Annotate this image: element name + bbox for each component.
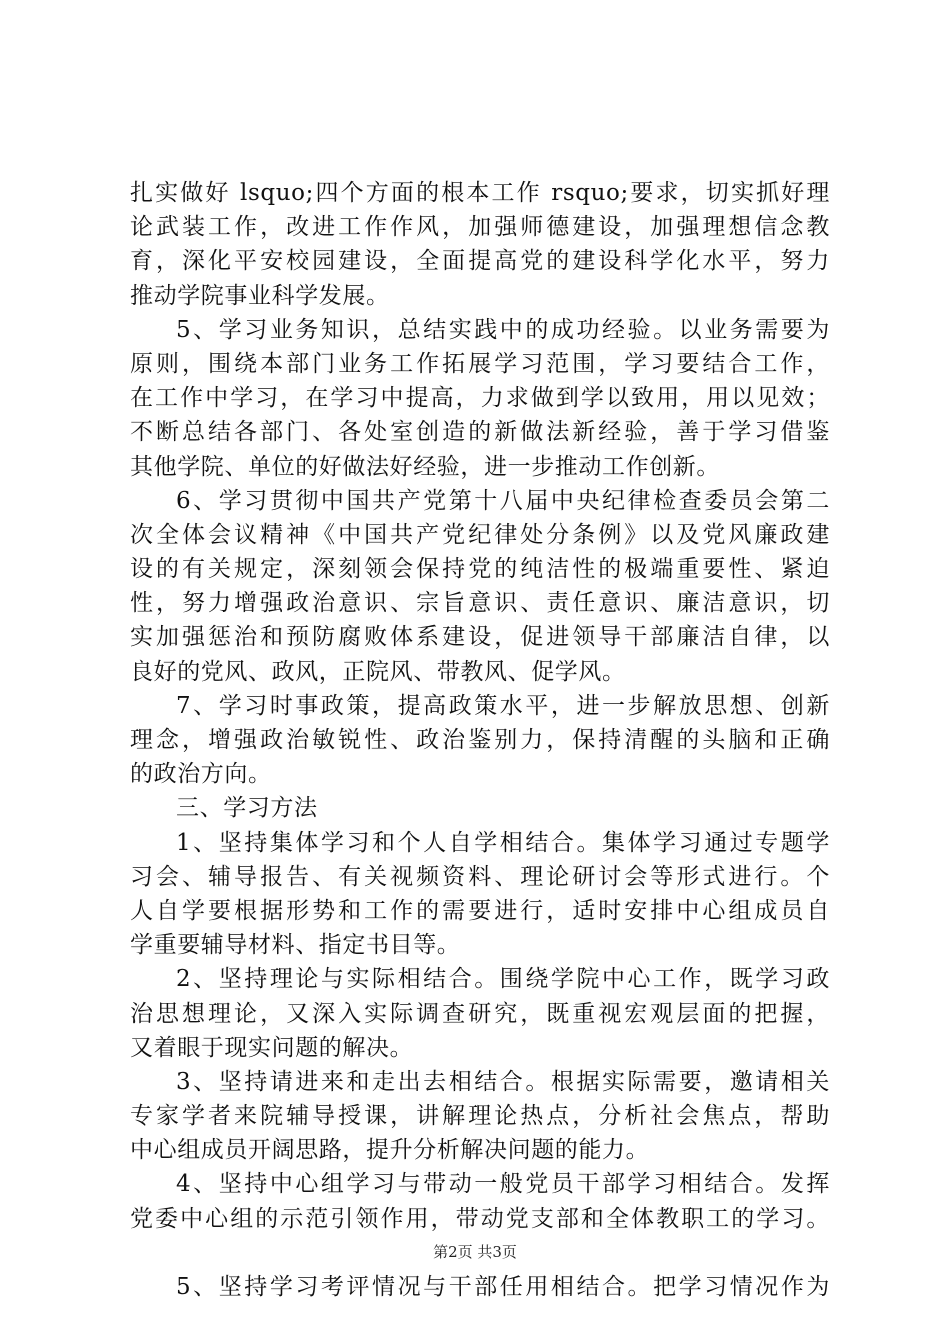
body-line: 论武装工作，改进工作作风，加强师德建设，加强理想信念教 [130,214,830,241]
paragraph-start-line: 7、学习时事政策，提高政策水平，进一步解放思想、创新 [176,692,830,719]
body-line: 不断总结各部门、各处室创造的新做法新经验，善于学习借鉴 [130,419,830,446]
paragraph-start-line: 5、学习业务知识，总结实践中的成功经验。以业务需要为 [176,316,830,343]
body-line: 实加强惩治和预防腐败体系建设，促进领导干部廉洁自律，以 [130,624,830,651]
paragraph-start-line: 1、坚持集体学习和个人自学相结合。集体学习通过专题学 [176,829,830,856]
body-line: 性，努力增强政治意识、宗旨意识、责任意识、廉洁意识，切 [130,590,830,617]
body-line: 推动学院事业科学发展。 [130,282,390,309]
body-line: 理念，增强政治敏锐性、政治鉴别力，保持清醒的头脑和正确 [130,727,830,753]
body-line: 次全体会议精神《中国共产党纪律处分条例》以及党风廉政建 [130,521,830,548]
body-line: 在工作中学习，在学习中提高，力求做到学以致用，用以见效； [130,385,830,412]
section-heading: 三、学习方法 [176,795,318,822]
paragraph-start-line: 2、坚持理论与实际相结合。围绕学院中心工作，既学习政 [176,966,830,993]
body-line: 中心组成员开阔思路，提升分析解决问题的能力。 [130,1137,650,1164]
body-line: 人自学要根据形势和工作的需要进行，适时安排中心组成员自 [130,897,830,924]
body-line: 学重要辅导材料、指定书目等。 [130,932,461,959]
body-line: 又着眼于现实问题的解决。 [130,1034,414,1061]
body-line: 原则，围绕本部门业务工作拓展学习范围，学习要结合工作， [130,350,830,377]
paragraph-start-line: 6、学习贯彻中国共产党第十八届中央纪律检查委员会第二 [176,487,830,514]
body-line: 扎实做好 lsquo;四个方面的根本工作 rsquo;要求，切实抓好理 [130,180,830,206]
paragraph-start-line: 3、坚持请进来和走出去相结合。根据实际需要，邀请相关 [176,1068,830,1095]
body-line: 治思想理论，又深入实际调查研究，既重视宏观层面的把握， [130,1000,830,1027]
body-line: 党委中心组的示范引领作用，带动党支部和全体教职工的学习。 [130,1205,830,1232]
page-number-footer: 第2页 共3页 [433,1243,517,1261]
body-line: 育，深化平安校园建设，全面提高党的建设科学化水平，努力 [130,248,830,275]
body-line: 习会、辅导报告、有关视频资料、理论研讨会等形式进行。个 [130,863,830,890]
body-line: 的政治方向。 [130,761,272,788]
document-body [130,176,830,1304]
body-line: 良好的党风、政风，正院风、带教风、促学风。 [130,658,626,685]
body-line: 其他学院、单位的好做法好经验，进一步推动工作创新。 [130,453,720,480]
paragraph-start-line: 4、坚持中心组学习与带动一般党员干部学习相结合。发挥 [176,1171,830,1198]
body-line: 设的有关规定，深刻领会保持党的纯洁性的极端重要性、紧迫 [130,556,830,583]
body-line: 专家学者来院辅导授课，讲解理论热点，分析社会焦点，帮助 [130,1103,830,1130]
paragraph-start-line: 5、坚持学习考评情况与干部任用相结合。把学习情况作为 [176,1273,830,1300]
